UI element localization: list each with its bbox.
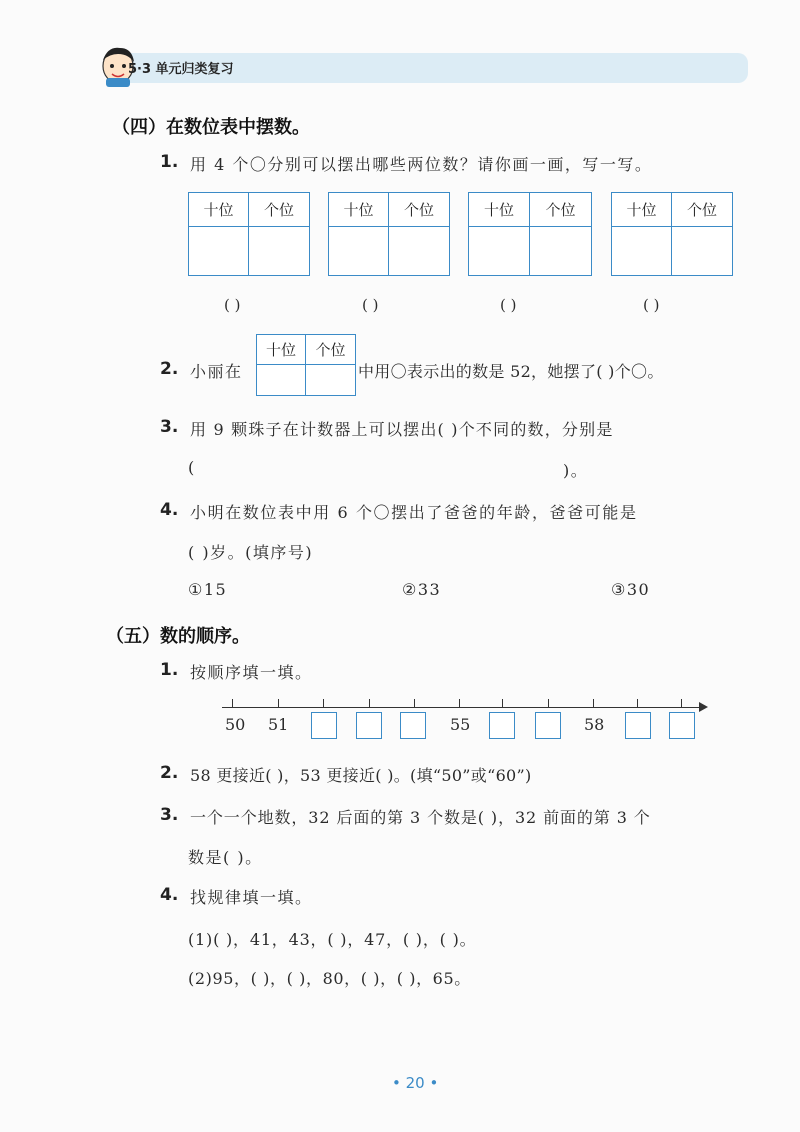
tens-header: 十位 (329, 193, 389, 227)
q5-4-number: 4. (160, 885, 179, 905)
q4-3-number: 3. (160, 417, 179, 437)
tick (278, 699, 279, 707)
tens-cell[interactable] (469, 227, 530, 275)
q5-2-number: 2. (160, 763, 179, 783)
q5-3-number: 3. (160, 805, 179, 825)
place-value-table-1 (188, 192, 310, 276)
q4-2-text-after: 中用〇表示出的数是 52，她摆了( )个〇。 (358, 362, 664, 381)
ones-header: 个位 (389, 193, 449, 227)
section-4-title: （四）在数位表中摆数。 (112, 117, 310, 138)
q5-1-text: 按顺序填一填。 (190, 663, 313, 682)
q5-3-line1: 一个一个地数，32 后面的第 3 个数是( )，32 前面的第 3 个 (190, 808, 651, 827)
place-value-table-4 (611, 192, 733, 276)
ones-cell[interactable] (530, 227, 591, 275)
answer-blank-4[interactable]: ( ) (643, 296, 660, 314)
ones-cell[interactable] (389, 227, 449, 275)
tens-header: 十位 (257, 335, 306, 365)
tens-header: 十位 (189, 193, 249, 227)
ones-header: 个位 (530, 193, 591, 227)
ones-cell (306, 365, 355, 395)
q5-4-text: 找规律填一填。 (190, 888, 313, 907)
answer-box-59[interactable] (625, 712, 651, 739)
tens-header: 十位 (469, 193, 530, 227)
q4-3-line2-close: )。 (563, 461, 589, 480)
pattern-line-2: (2)95，( )，( )，80，( )，( )，65。 (188, 969, 471, 988)
q4-4-line1: 小明在数位表中用 6 个〇摆出了爸爸的年龄，爸爸可能是 (190, 503, 638, 522)
tick (502, 699, 503, 707)
tens-cell (257, 365, 306, 395)
tens-cell[interactable] (612, 227, 672, 275)
q5-2-text: 58 更接近( )，53 更接近( )。(填“50”或“60”) (190, 766, 532, 785)
option-2[interactable]: ②33 (402, 580, 442, 599)
q4-3-line2-open[interactable]: ( (188, 458, 196, 477)
answer-blank-3[interactable]: ( ) (500, 296, 517, 314)
header-title: 5·3 单元归类复习 (128, 62, 234, 77)
tick (681, 699, 682, 707)
ones-cell[interactable] (672, 227, 732, 275)
q4-4-number: 4. (160, 500, 179, 520)
q4-4-line2: ( )岁。(填序号) (188, 543, 314, 562)
number-line (222, 707, 702, 708)
label-58: 58 (584, 715, 605, 734)
tick (323, 699, 324, 707)
option-3[interactable]: ③30 (611, 580, 651, 599)
section-5-title: （五）数的顺序。 (106, 626, 250, 647)
tick (232, 699, 233, 707)
tick (593, 699, 594, 707)
answer-box-57[interactable] (535, 712, 561, 739)
ones-header: 个位 (306, 335, 355, 365)
tens-cell[interactable] (189, 227, 249, 275)
ones-header: 个位 (249, 193, 309, 227)
answer-box-56[interactable] (489, 712, 515, 739)
tens-cell[interactable] (329, 227, 389, 275)
tick (637, 699, 638, 707)
q4-1-number: 1. (160, 152, 179, 172)
q4-3-line1: 用 9 颗珠子在计数器上可以摆出( )个不同的数，分别是 (190, 420, 614, 439)
option-1[interactable]: ①15 (188, 580, 228, 599)
page-number: • 20 • (392, 1074, 439, 1092)
q4-2-text-before: 小丽在 (190, 362, 243, 381)
q4-1-text: 用 4 个〇分别可以摆出哪些两位数？请你画一画，写一写。 (190, 155, 653, 174)
label-50: 50 (225, 715, 246, 734)
place-value-table-2 (328, 192, 450, 276)
tick (548, 699, 549, 707)
answer-box-52[interactable] (311, 712, 337, 739)
answer-box-53[interactable] (356, 712, 382, 739)
tick (459, 699, 460, 707)
place-value-table-3 (468, 192, 592, 276)
label-55: 55 (450, 715, 471, 734)
q5-1-number: 1. (160, 660, 179, 680)
q4-2-number: 2. (160, 359, 179, 379)
arrow-right-icon (699, 702, 708, 712)
tick (414, 699, 415, 707)
tick (369, 699, 370, 707)
inline-place-value-table (256, 334, 356, 396)
answer-blank-1[interactable]: ( ) (224, 296, 241, 314)
answer-box-60[interactable] (669, 712, 695, 739)
q5-3-line2: 数是( )。 (188, 848, 263, 867)
label-51: 51 (268, 715, 289, 734)
tens-header: 十位 (612, 193, 672, 227)
answer-box-54[interactable] (400, 712, 426, 739)
ones-cell[interactable] (249, 227, 309, 275)
ones-header: 个位 (672, 193, 732, 227)
answer-blank-2[interactable]: ( ) (362, 296, 379, 314)
pattern-line-1: (1)( )，41，43，( )，47，( )，( )。 (188, 930, 477, 949)
